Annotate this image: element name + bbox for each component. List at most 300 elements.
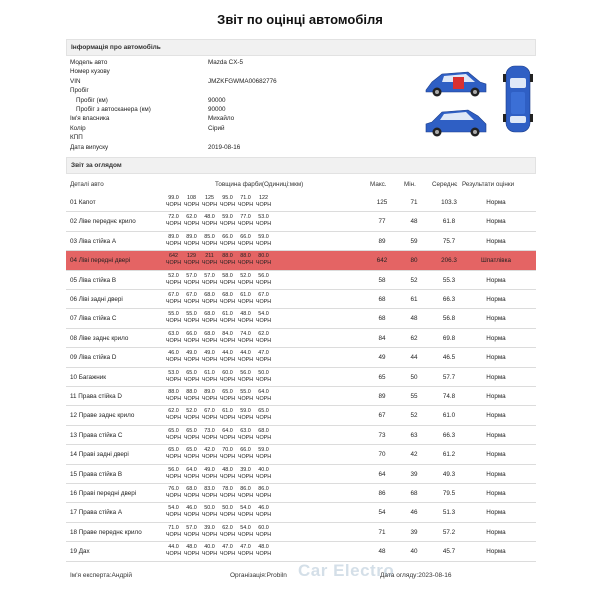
table-row [66,329,536,348]
measurement-unit: ЧОРН [201,357,218,364]
car-info-label: Дата випуску [70,143,109,151]
thickness-measurement [201,273,218,287]
measurement-value: 49.0 [204,350,215,357]
part-name: 03 Ліва стійка А [70,237,117,245]
thickness-measurement [219,195,236,209]
measurement-value: 88.0 [168,389,179,395]
car-info-label: Пробіг з автосканера (км) [76,106,151,113]
thickness-measurement [255,273,272,287]
measurement-value: 62.0 [168,408,179,415]
thickness-measurement [255,253,272,267]
thickness-measurement [165,525,182,539]
thickness-measurement [201,292,218,306]
thickness-measurement [183,253,200,267]
thickness-measurement [237,350,254,364]
measurement-unit: ЧОРН [237,512,254,519]
thickness-measurement [165,273,182,287]
min-value: 42 [410,451,418,459]
measurement-unit: ЧОРН [201,551,218,558]
thickness-measurement [219,311,236,325]
col-header-avg: Середнє [432,181,458,188]
avg-value: 46.5 [442,354,456,362]
measurement-value: 59.0 [240,408,251,415]
measurement-value: 53.0 [258,214,269,221]
avg-value: 206.3 [441,257,457,265]
measurement-unit: ЧОРН [165,337,182,344]
measurement-value: 57.0 [186,524,197,531]
thickness-measurement [237,292,254,306]
measurement-value: 71.0 [240,195,251,201]
measurement-value: 52.0 [240,272,251,279]
measurement-unit: ЧОРН [237,357,254,364]
measurement-unit: ЧОРН [201,202,218,208]
measurement-value: 54.0 [240,505,251,512]
measurement-unit: ЧОРН [201,454,218,461]
thickness-measurement [255,331,272,345]
measurement-unit: ЧОРН [201,434,218,441]
measurement-value: 71.0 [168,524,179,531]
measurement-value: 95.0 [222,195,233,201]
measurement-value: 67.0 [204,408,215,415]
avg-value: 69.8 [442,334,456,342]
part-name: 02 Ліве переднє крило [70,218,136,226]
measurement-value: 59.0 [222,214,233,221]
measurement-unit: ЧОРН [255,337,272,344]
thickness-measurement [165,486,182,500]
avg-value: 55.3 [442,276,456,284]
min-value: 40 [410,548,418,556]
measurement-unit: ЧОРН [255,396,272,402]
max-value: 48 [378,548,386,556]
measurement-value: 44.0 [168,544,179,551]
measurement-value: 62.0 [258,330,269,337]
avg-value: 45.7 [442,548,456,556]
thickness-measurement [165,331,182,345]
measurement-value: 67.0 [168,292,179,298]
measurement-value: 47.0 [258,350,269,357]
measurement-unit: ЧОРН [201,337,218,344]
measurement-unit: ЧОРН [237,531,254,538]
thickness-measurement [219,331,236,345]
thickness-measurement [165,544,182,558]
measurement-unit: ЧОРН [237,415,254,422]
measurement-unit: ЧОРН [165,260,182,267]
table-row [66,523,536,542]
measurement-value: 50.0 [258,369,269,376]
thickness-measurement [237,195,254,209]
max-value: 73 [378,431,386,439]
thickness-measurement [201,447,218,461]
measurement-unit: ЧОРН [183,357,200,364]
max-value: 70 [378,451,386,459]
thickness-measurement [201,389,218,403]
measurement-value: 65.0 [186,427,197,434]
car-info-label: VIN [70,77,81,85]
measurement-value: 76.0 [168,486,179,492]
car-info-row [70,114,370,124]
measurement-unit: ЧОРН [165,240,182,247]
thickness-measurement [201,331,218,345]
car-info-label: Колір [70,124,86,132]
measurement-value: 55.0 [186,311,197,318]
thickness-measurement [219,370,236,384]
measurement-unit: ЧОРН [255,357,272,364]
measurement-unit: ЧОРН [201,240,218,247]
thickness-measurement [165,214,182,228]
measurement-unit: ЧОРН [201,318,218,325]
thickness-measurement [219,234,236,248]
part-name: 12 Праве заднє крило [70,412,135,420]
part-name: 04 Ліві передні двері [70,257,131,265]
measurement-unit: ЧОРН [237,202,254,208]
measurement-unit: ЧОРН [255,493,272,499]
measurement-unit: ЧОРН [219,396,236,402]
measurement-value: 58.0 [222,272,233,279]
measurement-unit: ЧОРН [219,299,236,305]
min-value: 48 [410,315,418,323]
max-value: 68 [378,315,386,323]
car-info-value: 90000 [208,106,226,113]
result-value: Норма [486,373,506,381]
measurement-value: 56.0 [258,272,269,279]
measurement-value: 211 [205,253,214,260]
measurement-value: 67.0 [258,292,269,298]
table-row [66,290,536,309]
measurement-value: 64.0 [258,389,269,395]
measurement-value: 52.0 [168,272,179,279]
measurement-unit: ЧОРН [183,396,200,402]
result-value: Норма [486,470,506,478]
part-name: 15 Права стійка В [70,470,123,478]
measurement-value: 59.0 [258,233,269,240]
measurement-unit: ЧОРН [165,551,182,558]
thickness-measurement [237,544,254,558]
result-value: Норма [486,412,506,420]
thickness-measurement [165,350,182,364]
table-row [66,542,536,561]
measurement-value: 50.0 [222,505,233,512]
avg-value: 56.8 [442,315,456,323]
measurement-value: 642 [169,253,178,260]
measurement-unit: ЧОРН [219,551,236,558]
thickness-measurement [255,370,272,384]
car-top-view [503,66,533,132]
measurement-unit: ЧОРН [255,376,272,383]
thickness-measurement [183,214,200,228]
thickness-measurement [219,350,236,364]
car-info-value: Михайло [208,115,235,123]
car-info-row [70,77,370,87]
thickness-measurement [165,389,182,403]
min-value: 68 [410,490,418,497]
measurement-unit: ЧОРН [237,337,254,344]
avg-value: 75.7 [442,237,456,245]
measurement-value: 68.0 [204,311,215,318]
result-value: Норма [486,354,506,362]
measurement-unit: ЧОРН [165,454,182,461]
measurement-value: 66.0 [222,233,233,240]
measurement-unit: ЧОРН [201,493,218,499]
car-info-row [70,86,370,96]
min-value: 52 [410,276,418,284]
measurement-value: 40.0 [258,466,269,473]
measurement-unit: ЧОРН [237,434,254,441]
measurement-unit: ЧОРН [183,240,200,247]
thickness-measurement [165,505,182,519]
measurement-value: 65.0 [222,389,233,395]
min-value: 39 [410,528,418,536]
col-header-thickness: Товщина фарби(Одиниці:мкм) [215,181,304,188]
thickness-measurement [237,505,254,519]
max-value: 125 [376,199,388,206]
measurement-value: 56.0 [240,369,251,376]
measurement-value: 46.0 [186,505,197,512]
avg-value: 66.3 [442,296,456,303]
measurement-value: 68.0 [204,292,215,298]
max-value: 86 [378,490,386,497]
measurement-value: 66.0 [186,330,197,337]
measurement-value: 48.0 [204,214,215,221]
part-name: 10 Багажник [70,373,107,381]
max-value: 64 [378,470,386,478]
part-name: 06 Ліві задні двері [70,296,123,303]
measurement-value: 65.0 [258,408,269,415]
thickness-measurement [201,525,218,539]
thickness-measurement [237,428,254,442]
measurement-unit: ЧОРН [183,415,200,422]
max-value: 71 [378,528,386,536]
measurement-unit: ЧОРН [183,376,200,383]
thickness-measurement [165,428,182,442]
thickness-measurement [183,331,200,345]
measurement-unit: ЧОРН [165,202,182,208]
measurement-value: 55.0 [168,311,179,318]
measurement-value: 68.0 [258,427,269,434]
thickness-measurement [255,486,272,500]
thickness-measurement [201,253,218,267]
measurement-unit: ЧОРН [237,551,254,558]
measurement-unit: ЧОРН [255,512,272,519]
thickness-measurement [165,234,182,248]
measurement-unit: ЧОРН [219,260,236,267]
part-name: 08 Ліве заднє крило [70,334,129,342]
measurement-value: 89.0 [204,389,215,395]
measurement-unit: ЧОРН [237,376,254,383]
col-header-max: Макс. [370,181,387,188]
measurement-value: 68.0 [186,486,197,492]
part-name: 09 Ліва стійка D [70,354,117,362]
result-value: Норма [486,315,506,323]
min-value: 71 [410,199,418,206]
measurement-unit: ЧОРН [183,512,200,519]
part-name: 13 Права стійка С [70,431,123,439]
min-value: 39 [410,470,418,478]
measurement-unit: ЧОРН [219,512,236,519]
thickness-measurement [201,214,218,228]
measurement-unit: ЧОРН [201,299,218,305]
thickness-measurement [201,428,218,442]
measurement-unit: ЧОРН [237,318,254,325]
measurement-value: 77.0 [240,214,251,221]
measurement-value: 88.0 [186,389,197,395]
measurement-unit: ЧОРН [237,396,254,402]
car-info-value: Сірий [208,124,225,132]
max-value: 84 [378,334,386,342]
measurement-unit: ЧОРН [201,396,218,402]
measurement-unit: ЧОРН [237,493,254,499]
thickness-measurement [165,467,182,481]
thickness-measurement [201,311,218,325]
max-value: 89 [378,237,386,245]
result-value: Норма [486,548,506,556]
min-value: 59 [410,237,418,245]
measurement-value: 125 [205,195,214,201]
measurement-unit: ЧОРН [183,299,200,305]
measurement-unit: ЧОРН [165,396,182,402]
thickness-measurement [237,234,254,248]
measurement-value: 64.0 [186,466,197,473]
measurement-value: 46.0 [258,505,269,512]
measurement-unit: ЧОРН [255,454,272,461]
measurement-value: 66.0 [240,447,251,454]
measurement-value: 63.0 [240,427,251,434]
measurement-value: 72.0 [168,214,179,221]
measurement-value: 57.0 [204,272,215,279]
measurement-value: 47.0 [222,544,233,551]
thickness-measurement [183,273,200,287]
measurement-unit: ЧОРН [183,473,200,480]
measurement-value: 63.0 [168,330,179,337]
thickness-measurement [219,253,236,267]
report-title: Звіт по оцінці автомобіля [217,12,383,27]
thickness-measurement [183,428,200,442]
inspection-date: Дата огляду:2023-08-16 [380,572,452,579]
measurement-unit: ЧОРН [201,221,218,228]
measurement-value: 44.0 [240,350,251,357]
measurement-unit: ЧОРН [183,202,200,208]
measurement-unit: ЧОРН [255,240,272,247]
measurement-value: 48.0 [186,544,197,551]
thickness-measurement [237,389,254,403]
col-header-min: Мін. [404,181,416,188]
car-info-row [70,58,370,68]
measurement-unit: ЧОРН [165,493,182,499]
table-row [66,251,536,270]
measurement-unit: ЧОРН [219,357,236,364]
thickness-measurement [183,505,200,519]
measurement-unit: ЧОРН [255,551,272,558]
avg-value: 49.3 [442,470,456,478]
avg-value: 57.2 [442,528,456,536]
thickness-measurement [237,486,254,500]
measurement-value: 68.0 [222,292,233,298]
thickness-measurement [201,408,218,422]
measurement-unit: ЧОРН [237,299,254,305]
car-info-label: Пробіг [70,87,89,95]
avg-value: 103.3 [441,199,457,206]
thickness-measurement [201,234,218,248]
result-value: Норма [486,199,506,206]
car-info-value: 2019-08-16 [208,143,241,151]
table-row [66,368,536,387]
table-row [66,271,536,290]
thickness-measurement [255,311,272,325]
result-value: Норма [486,393,506,400]
part-name: 07 Ліва стійка С [70,315,117,323]
measurement-value: 48.0 [240,311,251,318]
measurement-value: 99.0 [168,195,179,201]
part-name: 16 Праві передні двері [70,490,137,497]
report-section-header: Звіт за оглядом [66,157,536,174]
car-info-label: Номер кузову [70,68,110,76]
thickness-measurement [183,408,200,422]
measurement-unit: ЧОРН [219,221,236,228]
car-info-label: КПП [70,134,83,142]
thickness-measurement [237,447,254,461]
result-value: Норма [486,451,506,459]
measurement-unit: ЧОРН [255,434,272,441]
measurement-value: 83.0 [204,486,215,492]
thickness-measurement [183,195,200,209]
measurement-value: 48.0 [222,466,233,473]
measurement-unit: ЧОРН [237,279,254,286]
measurement-unit: ЧОРН [183,454,200,461]
thickness-measurement [219,214,236,228]
part-name: 19 Дах [70,548,90,556]
measurement-value: 70.0 [222,447,233,454]
part-name: 11 Права стійка D [70,393,122,400]
measurement-unit: ЧОРН [201,531,218,538]
measurement-value: 62.0 [186,214,197,221]
measurement-value: 49.0 [186,350,197,357]
thickness-measurement [219,428,236,442]
measurement-unit: ЧОРН [183,318,200,325]
measurement-value: 108 [187,195,196,201]
min-value: 50 [410,373,418,381]
result-value: Норма [486,276,506,284]
result-value: Норма [486,237,506,245]
thickness-measurement [255,408,272,422]
expert-name: Ім'я експерта:Андрій [70,572,132,579]
measurement-unit: ЧОРН [165,415,182,422]
measurement-unit: ЧОРН [183,337,200,344]
result-value: Норма [486,509,506,517]
measurement-unit: ЧОРН [219,279,236,286]
thickness-measurement [219,505,236,519]
thickness-measurement [237,525,254,539]
thickness-measurement [237,467,254,481]
measurement-value: 129 [187,253,196,260]
car-side-view-right [426,110,486,137]
result-value: Норма [486,528,506,536]
measurement-value: 65.0 [186,447,197,454]
thickness-measurement [219,486,236,500]
max-value: 77 [378,218,386,226]
thickness-measurement [255,525,272,539]
measurement-unit: ЧОРН [219,376,236,383]
thickness-measurement [237,273,254,287]
thickness-measurement [219,389,236,403]
measurement-unit: ЧОРН [255,473,272,480]
thickness-measurement [255,428,272,442]
measurement-value: 60.0 [222,369,233,376]
measurement-value: 68.0 [204,330,215,337]
thickness-measurement [219,525,236,539]
thickness-measurement [165,253,182,267]
measurement-value: 62.0 [222,524,233,531]
measurement-value: 50.0 [204,505,215,512]
measurement-unit: ЧОРН [237,473,254,480]
